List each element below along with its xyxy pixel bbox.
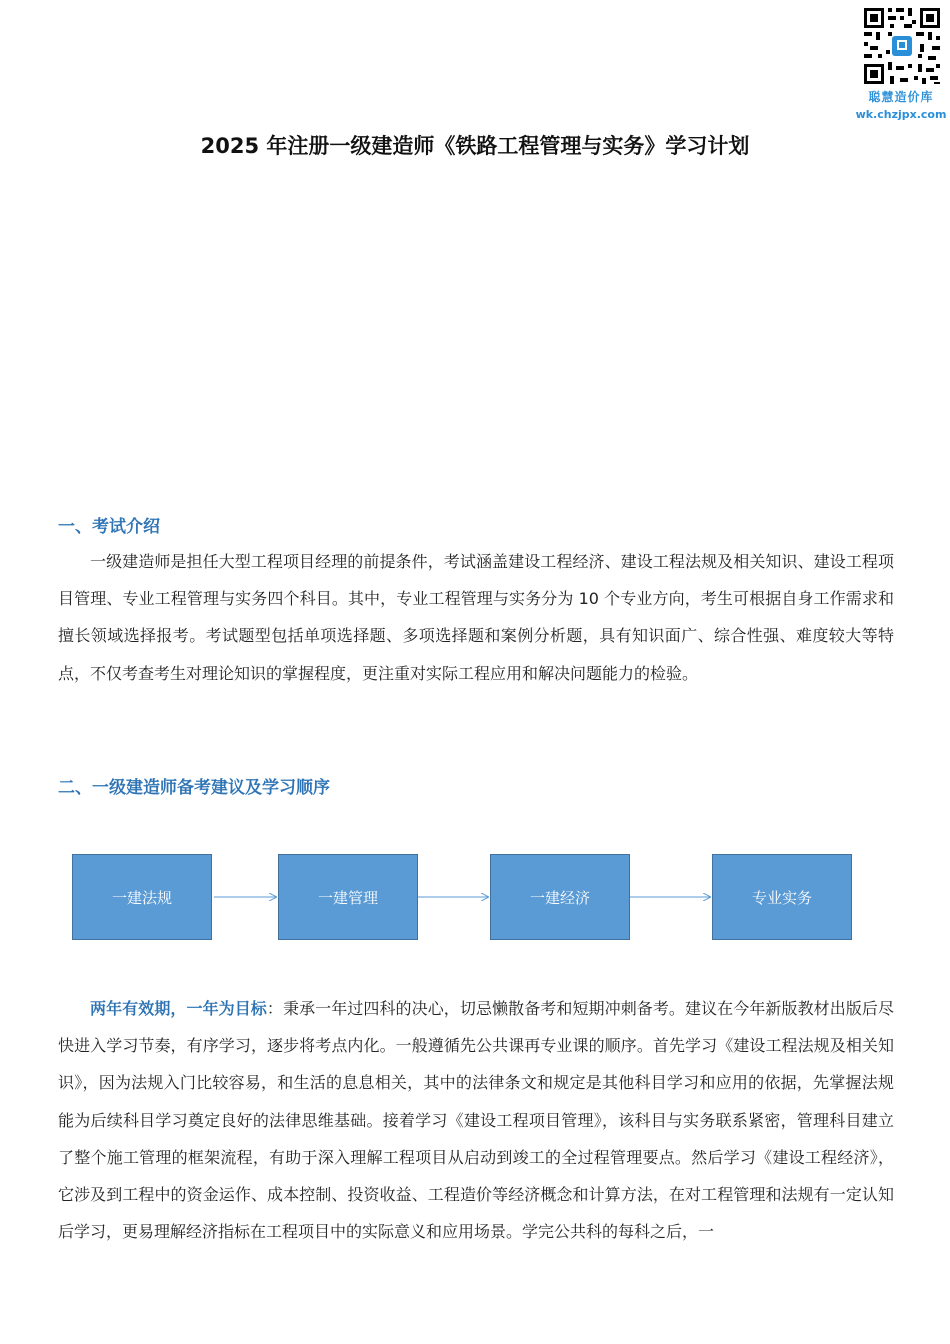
flow-step-practice: 专业实务 [712,854,852,940]
brand-url: wk.chzjpx.com [855,108,947,121]
brand-name: 聪慧造价库 [868,90,934,104]
flow-step-management: 一建管理 [278,854,418,940]
study-plan-lead: 两年有效期，一年为目标 [90,999,267,1018]
flow-step-law: 一建法规 [72,854,212,940]
study-plan-body: ：秉承一年过四科的决心，切忌懒散备考和短期冲刺备考。建议在今年新版教材出版后尽快进入学习节奏，有序学习，逐步将考点内化。一般遵循先公共课再专业课的顺序。首先学习《建设工程法规及相关知识》，因为法规入门比较容易，和生活的息息相关，其中的法律条文和规定是其他科目学习和应用的依据，先掌握法规能为后续科目学习奠定良好的法律思维基础。接着学习《建设工程项目管理》，该科目与实务联系紧密，管理科目建立了整个施工管理的框架流程，有助于深入理解工程项目从启动到竣工的全过程管理要点。然后学习《建设工程经济》，它涉及到工程中的资金运作、成本控制、投资收益、工程造价等经济概念和计算方法，在对工程管理和法规有一定认知后学习，更易理解经济指标在工程项目中的实际意义和应用场景。学完公共科的每科之后，一 [58,999,894,1242]
document-title: 2025 年注册一级建造师《铁路工程管理与实务》学习计划 [200,134,750,158]
exam-intro-paragraph: 一级建造师是担任大型工程项目经理的前提条件，考试涵盖建设工程经济、建设工程法规及相关知识、建设工程项目管理、专业工程管理与实务四个科目。其中，专业工程管理与实务分为 10 个专业方向，考生可根据自身工作需求和擅长领域选择报考。考试题型包括单项选择题、多项选择题和案例分析题，具有知识面广、综合性强、难度较大等特点，不仅考查考生对理论知识的掌握程度，更注重对实际工程应用和解决问题能力的检验。 [58,552,894,683]
section-heading-study-order: 二、一级建造师备考建议及学习顺序 [58,778,330,798]
section-heading-exam-intro: 一、考试介绍 [58,517,160,537]
flow-step-economics: 一建经济 [490,854,630,940]
qr-code-image [862,6,942,86]
study-plan-paragraph [58,990,894,1250]
